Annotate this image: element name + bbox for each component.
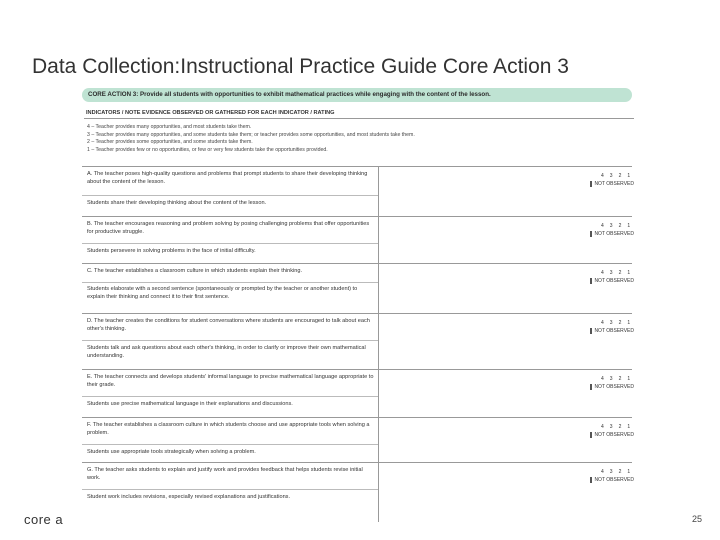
indicator-c-teacher: C. The teacher establishes a classroom culture in which students explain their thinking. [87,268,303,274]
indicator-b [82,216,632,263]
not-observed-checkbox[interactable] [590,231,592,237]
not-observed-checkbox[interactable] [590,328,592,334]
rating-4[interactable]: 4 [601,320,604,326]
rating-3[interactable]: 3 [609,320,613,326]
rating-4[interactable]: 4 [601,270,604,276]
indicator-g [82,462,632,522]
rating-3[interactable]: 3 [609,173,613,179]
indicator-g-rating[interactable] [590,469,634,483]
scale-1: 1 – Teacher provides few or no opportunities, or few or very few students take the opportunities provided. [87,146,328,153]
not-observed-checkbox[interactable] [590,432,592,438]
rating-scale [87,124,415,154]
not-observed-checkbox[interactable] [590,477,592,483]
not-observed-checkbox[interactable] [590,384,592,390]
scale-2: 2 – Teacher provides some opportunities, and some students take them. [87,139,253,146]
indicator-f-rating[interactable] [590,424,634,438]
indicator-g-student: Student work includes revisions, especially revised explanations and justifications. [87,494,291,500]
rating-1[interactable]: 1 [627,376,631,382]
indicator-a [82,166,632,216]
rating-1[interactable]: 1 [627,270,631,276]
rating-2[interactable]: 2 [618,424,622,430]
indicator-a-student: Students share their developing thinking about the content of the lesson. [87,200,267,206]
scale-3: 3 – Teacher provides many opportunities, and some students take them; or teacher provides some opportunities, and most students take them. [87,131,415,138]
rating-4[interactable]: 4 [601,469,604,475]
rating-2[interactable]: 2 [618,469,622,475]
indicator-d-student: Students talk and ask questions about each other's thinking, in order to clarify or improve their own mathematical understanding. [87,345,366,359]
rating-2[interactable]: 2 [618,376,622,382]
slide-title: Data Collection:Instructional Practice Guide Core Action 3 [32,55,569,78]
indicator-e-teacher: E. The teacher connects and develops students' informal language to precise mathematical language appropriate to their grade. [87,374,374,388]
rating-3[interactable]: 3 [609,469,613,475]
indicators-header: INDICATORS / NOTE EVIDENCE OBSERVED OR GATHERED FOR EACH INDICATOR / RATING [86,110,335,116]
indicator-a-teacher: A. The teacher poses high-quality questions and problems that prompt students to share their developing thinking about the content of the lesson. [87,171,368,185]
core-action-3-guide [82,86,634,523]
core-action-banner: CORE ACTION 3: Provide all students with opportunities to exhibit mathematical practices while engaging with the content of the lesson. [82,88,632,102]
rating-1[interactable]: 1 [627,223,631,229]
rating-2[interactable]: 2 [618,270,622,276]
indicator-e-rating[interactable] [590,376,634,390]
indicator-b-student: Students persevere in solving problems in the face of initial difficulty. [87,248,256,254]
not-observed-label: NOT OBSERVED [594,328,634,334]
rating-4[interactable]: 4 [601,376,604,382]
indicator-g-teacher: G. The teacher asks students to explain and justify work and provides feedback that helps students revise initial work. [87,467,363,481]
indicator-e [82,369,632,417]
indicator-c-rating[interactable] [590,270,634,284]
indicator-e-student: Students use precise mathematical language in their explanations and discussions. [87,401,293,407]
rating-1[interactable]: 1 [627,424,631,430]
not-observed-label: NOT OBSERVED [594,477,634,483]
rating-4[interactable]: 4 [601,173,604,179]
not-observed-checkbox[interactable] [590,181,592,187]
rating-4[interactable]: 4 [601,223,604,229]
rating-2[interactable]: 2 [618,173,622,179]
rating-1[interactable]: 1 [627,469,631,475]
rating-3[interactable]: 3 [609,223,613,229]
rating-1[interactable]: 1 [627,320,631,326]
rating-2[interactable]: 2 [618,223,622,229]
indicator-d [82,313,632,369]
indicator-f-teacher: F. The teacher establishes a classroom culture in which students choose and use appropriate tools when solving a problem. [87,422,370,436]
footer-logo-text: core a [24,512,64,527]
not-observed-label: NOT OBSERVED [594,432,634,438]
header-divider [84,118,634,119]
indicator-grid [82,166,632,522]
rating-3[interactable]: 3 [609,270,613,276]
not-observed-checkbox[interactable] [590,278,592,284]
not-observed-label: NOT OBSERVED [594,231,634,237]
not-observed-label: NOT OBSERVED [594,181,634,187]
indicator-b-rating[interactable] [590,223,634,237]
indicator-f [82,417,632,462]
rating-2[interactable]: 2 [618,320,622,326]
indicator-f-student: Students use appropriate tools strategically when solving a problem. [87,449,256,455]
indicator-c [82,263,632,313]
indicator-b-teacher: B. The teacher encourages reasoning and problem solving by posing challenging problems that offer opportunities for productive struggle. [87,221,370,235]
not-observed-label: NOT OBSERVED [594,384,634,390]
indicator-c-student: Students elaborate with a second sentence (spontaneously or prompted by the teacher or another student) to explain their thinking and connect it to their first sentence. [87,286,358,300]
page-number: 25 [692,514,703,524]
indicator-d-teacher: D. The teacher creates the conditions for student conversations where students are encouraged to talk about each other's thinking. [87,318,370,332]
indicator-d-rating[interactable] [590,320,634,334]
rating-3[interactable]: 3 [609,424,613,430]
indicator-a-rating[interactable] [590,173,634,187]
rating-1[interactable]: 1 [627,173,631,179]
scale-4: 4 – Teacher provides many opportunities, and most students take them. [87,124,252,130]
rating-4[interactable]: 4 [601,424,604,430]
not-observed-label: NOT OBSERVED [594,278,634,284]
rating-3[interactable]: 3 [609,376,613,382]
